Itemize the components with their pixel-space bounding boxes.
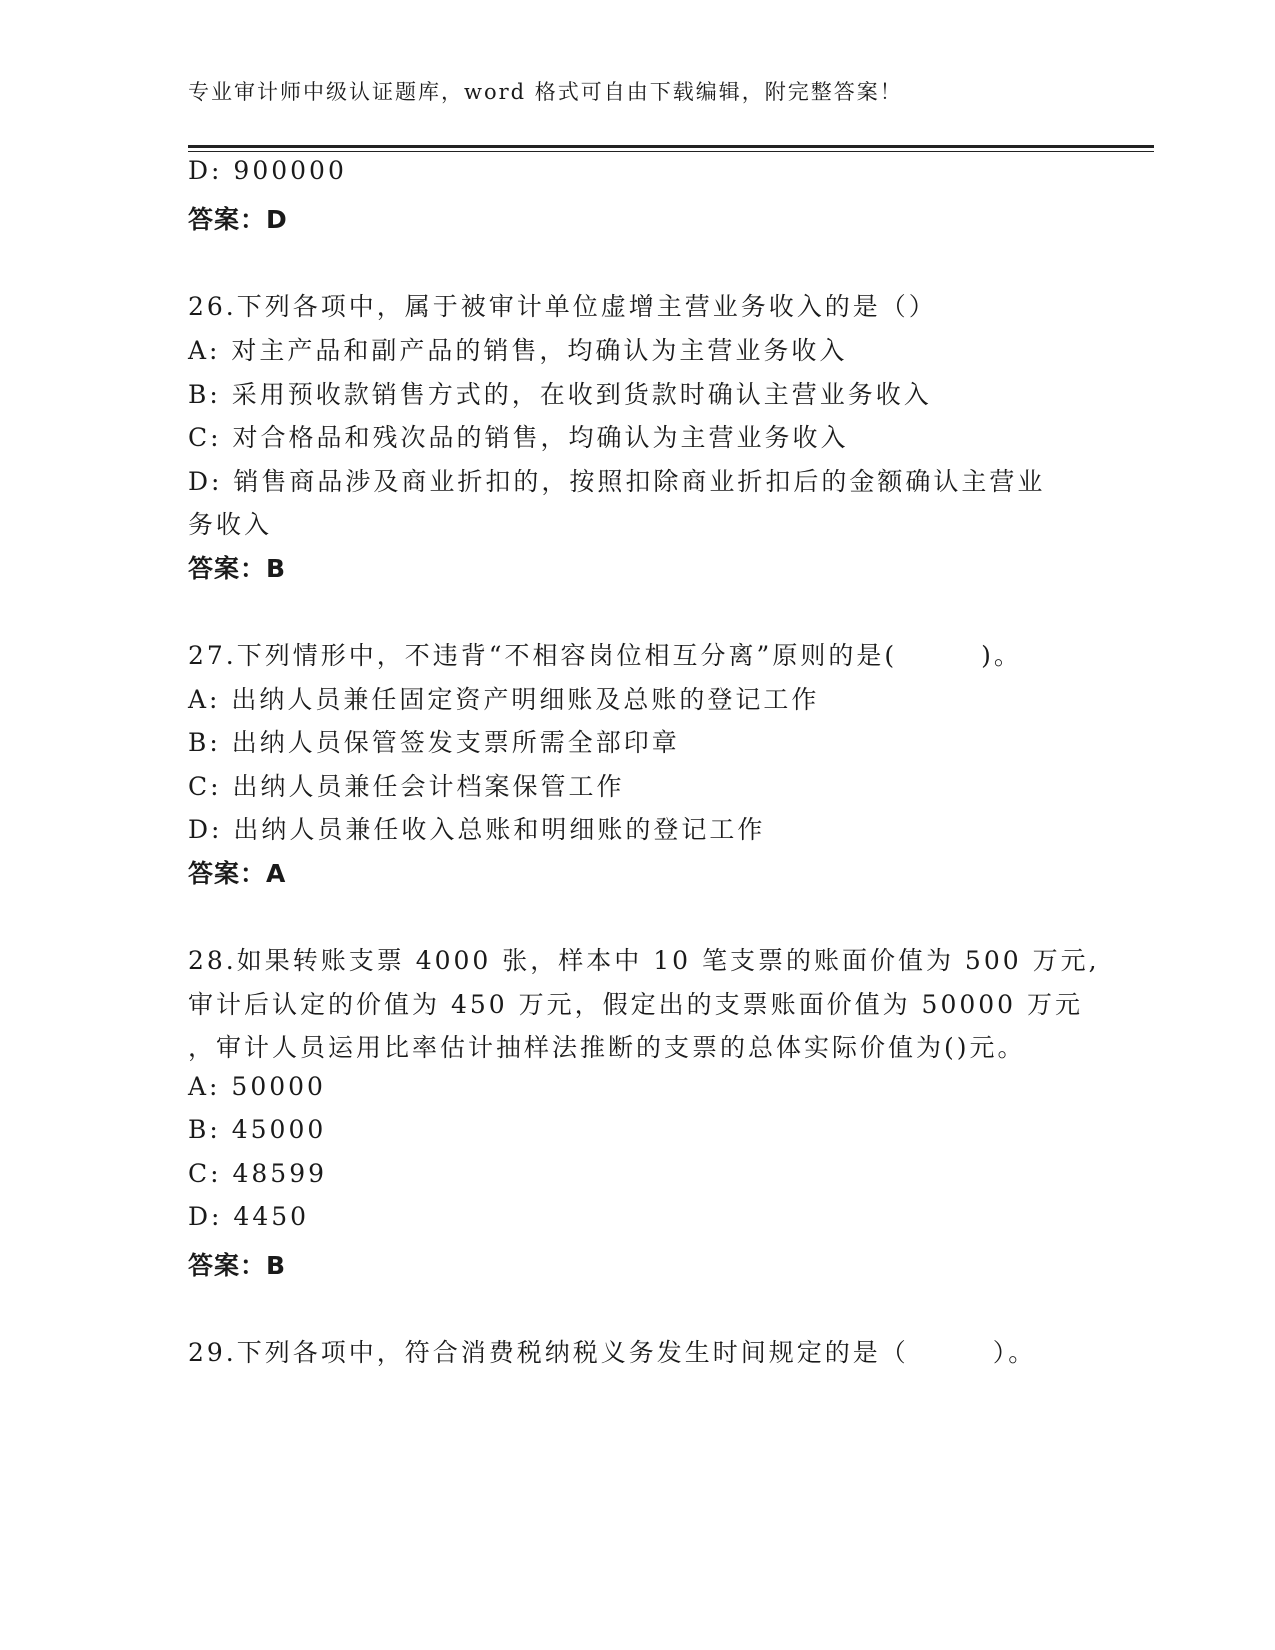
q28-stem-line1: 28.如果转账支票 4000 张，样本中 10 笔支票的账面价值为 500 万元, (188, 946, 1100, 975)
q26-stem: 26.下列各项中，属于被审计单位虚增主营业务收入的是（） (188, 292, 937, 321)
page-header: 专业审计师中级认证题库，word 格式可自由下载编辑，附完整答案！ (188, 80, 903, 104)
q25-option-d: D: 900000 (188, 156, 347, 185)
q26-answer: 答案：B (188, 554, 287, 583)
q25-answer: 答案：D (188, 205, 288, 234)
q26-option-d-line1: D: 销售商品涉及商业折扣的，按照扣除商业折扣后的金额确认主营业 (188, 467, 1046, 496)
q26-option-b: B: 采用预收款销售方式的，在收到货款时确认主营业务收入 (188, 380, 932, 409)
q28-option-c: C: 48599 (188, 1159, 328, 1188)
q26-option-c: C: 对合格品和残次品的销售，均确认为主营业务收入 (188, 423, 849, 452)
q28-option-d: D: 4450 (188, 1202, 310, 1231)
q28-answer: 答案：B (188, 1251, 287, 1280)
q26-option-a: A: 对主产品和副产品的销售，均确认为主营业务收入 (188, 336, 848, 365)
q27-option-c: C: 出纳人员兼任会计档案保管工作 (188, 772, 625, 801)
q28-stem-line2: 审计后认定的价值为 450 万元，假定出的支票账面价值为 50000 万元 (188, 990, 1084, 1019)
q26-option-d-line2: 务收入 (188, 510, 273, 539)
q27-answer: 答案：A (188, 859, 287, 888)
q27-stem: 27.下列情形中，不违背“不相容岗位相互分离”原则的是( )。 (188, 641, 1022, 670)
q28-option-b: B: 45000 (188, 1115, 327, 1144)
header-rule-thick (188, 145, 1154, 148)
q28-stem-line3: ，审计人员运用比率估计抽样法推断的支票的总体实际价值为()元。 (188, 1033, 1026, 1062)
header-rule-thin (188, 151, 1154, 152)
q27-option-b: B: 出纳人员保管签发支票所需全部印章 (188, 728, 680, 757)
q27-option-a: A: 出纳人员兼任固定资产明细账及总账的登记工作 (188, 685, 820, 714)
q29-stem: 29.下列各项中，符合消费税纳税义务发生时间规定的是（ ）。 (188, 1338, 1037, 1367)
q27-option-d: D: 出纳人员兼任收入总账和明细账的登记工作 (188, 815, 766, 844)
q28-option-a: A: 50000 (188, 1072, 326, 1101)
